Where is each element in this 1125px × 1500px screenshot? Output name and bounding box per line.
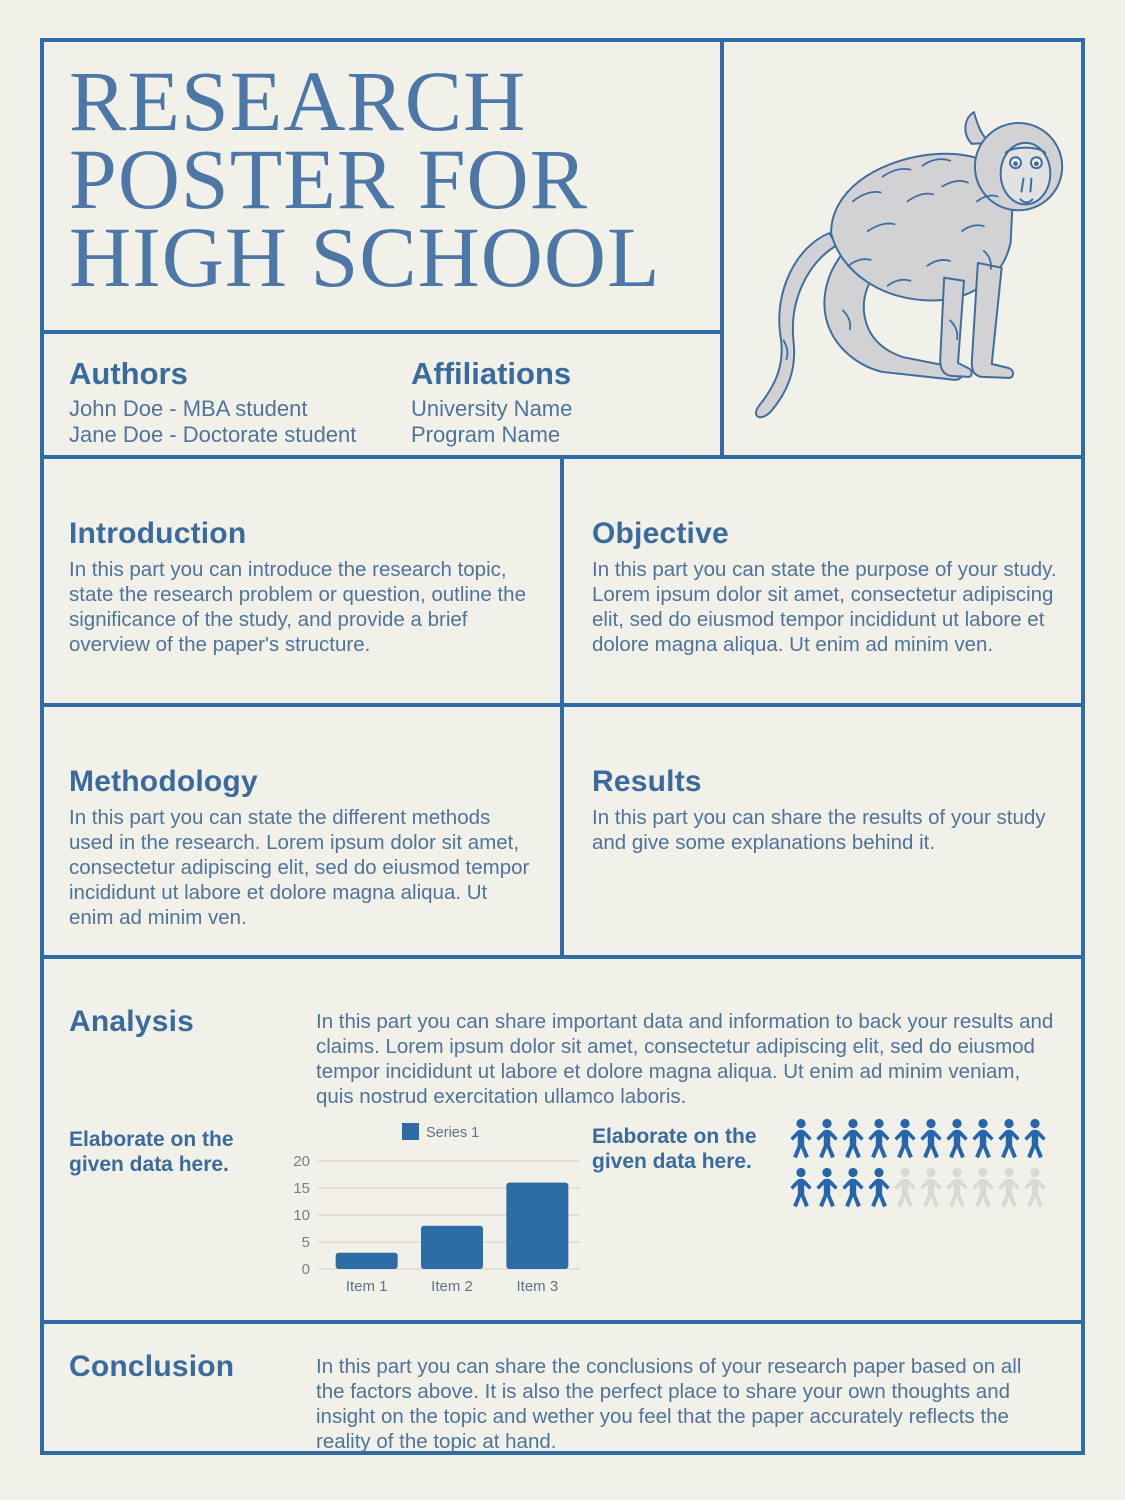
person-icon: [841, 1117, 865, 1161]
person-icon: [1023, 1117, 1047, 1161]
chart-tick-label: 0: [301, 1261, 310, 1278]
section-methodology: [44, 707, 560, 955]
section-analysis: [44, 959, 1081, 1320]
person-icon: [841, 1166, 865, 1210]
authors-heading: Authors: [69, 356, 188, 391]
section-introduction: [44, 459, 560, 703]
methodology-body: In this part you can state the different methods used in the research. Lorem ipsum dolor sit amet, consectetur adipiscing elit, sed do eiusmod tempor incididunt ut labore et dolore magna aliqua. Ut enim ad minim ven.: [69, 806, 530, 929]
section-conclusion: [44, 1324, 1081, 1455]
person-icon: [919, 1166, 943, 1210]
monkey-illustration: [724, 42, 1081, 452]
affiliations-column: [411, 356, 572, 448]
poster-frame: [40, 38, 1085, 1455]
chart-tick-label: 5: [301, 1234, 310, 1251]
person-icon: [867, 1117, 891, 1161]
chart-category-label: Item 2: [431, 1278, 473, 1295]
chart-bar: [336, 1253, 398, 1269]
objective-body: In this part you can state the purpose of your study. Lorem ipsum dolor sit amet, consectetur adipiscing elit, sed do eiusmod tempor incididunt ut labore et dolore magna aliqua. Ut enim ad minim ven.: [592, 558, 1057, 656]
results-heading: Results: [592, 765, 702, 798]
conclusion-body: In this part you can share the conclusions of your research paper based on all the factors above. It is also the perfect place to share your own thoughts and insight on the topic and wether you feel that the paper accurately reflects the reality of the topic at hand.: [316, 1355, 1022, 1453]
person-icon: [815, 1166, 839, 1210]
analysis-heading: Analysis: [69, 1005, 194, 1038]
pictogram-note: Elaborate on the given data here.: [592, 1125, 757, 1173]
methodology-heading: Methodology: [69, 765, 258, 798]
author-item: Jane Doe - Doctorate student: [69, 422, 357, 447]
person-icon: [945, 1117, 969, 1161]
title-line-1: RESEARCH: [69, 53, 527, 149]
title-line-2: POSTER FOR: [69, 131, 588, 227]
authors-block: [44, 334, 720, 455]
introduction-body: In this part you can introduce the research topic, state the research problem or question, outline the significance of the study, and provide a brief overview of the paper's structure.: [69, 558, 526, 656]
person-icon: [997, 1117, 1021, 1161]
introduction-heading: Introduction: [69, 517, 247, 550]
person-icon: [893, 1166, 917, 1210]
section-results: [564, 707, 1081, 955]
title-block: [44, 42, 720, 330]
authors-column: [69, 356, 720, 448]
person-icon: [971, 1117, 995, 1161]
chart-tick-label: 20: [293, 1153, 310, 1170]
title-line-3: HIGH SCHOOL: [69, 209, 661, 305]
affiliation-item: University Name: [411, 396, 573, 421]
chart-category-label: Item 1: [345, 1278, 388, 1295]
people-pictogram: [789, 1117, 1049, 1212]
person-icon: [997, 1166, 1021, 1210]
person-icon: [867, 1166, 891, 1210]
person-icon: [789, 1166, 813, 1210]
results-body: In this part you can share the results of your study and give some explanations behind it.: [592, 806, 1046, 854]
chart-bar: [506, 1183, 568, 1269]
page-title: [69, 53, 661, 305]
conclusion-heading: Conclusion: [69, 1350, 235, 1383]
person-icon: [971, 1166, 995, 1210]
section-objective: [564, 459, 1081, 703]
bar-chart: [284, 1117, 594, 1297]
chart-category-label: Item 3: [516, 1278, 559, 1295]
chart-tick-label: 15: [293, 1180, 310, 1197]
person-icon: [919, 1117, 943, 1161]
person-icon: [893, 1117, 917, 1161]
affiliation-item: Program Name: [411, 422, 561, 447]
affiliations-heading: Affiliations: [411, 356, 572, 391]
person-icon: [815, 1117, 839, 1161]
person-icon: [1023, 1166, 1047, 1210]
chart-tick-label: 10: [293, 1207, 310, 1224]
chart-legend-swatch: [402, 1123, 419, 1140]
analysis-body: In this part you can share important data and information to back your results and claims. Lorem ipsum dolor sit amet, consectetur adipiscing elit, sed do eiusmod tempor incididunt ut labore et dolore magna aliqua. Ut enim ad minim veniam, quis nostrud exercitation ullamco laboris.: [316, 1010, 1054, 1108]
chart-note: Elaborate on the given data here.: [69, 1128, 234, 1176]
person-icon: [789, 1117, 813, 1161]
illustration-block: [724, 42, 1081, 455]
objective-heading: Objective: [592, 517, 729, 550]
chart-legend-label: Series 1: [426, 1125, 480, 1141]
chart-bar: [421, 1226, 483, 1269]
person-icon: [945, 1166, 969, 1210]
author-item: John Doe - MBA student: [69, 396, 308, 421]
